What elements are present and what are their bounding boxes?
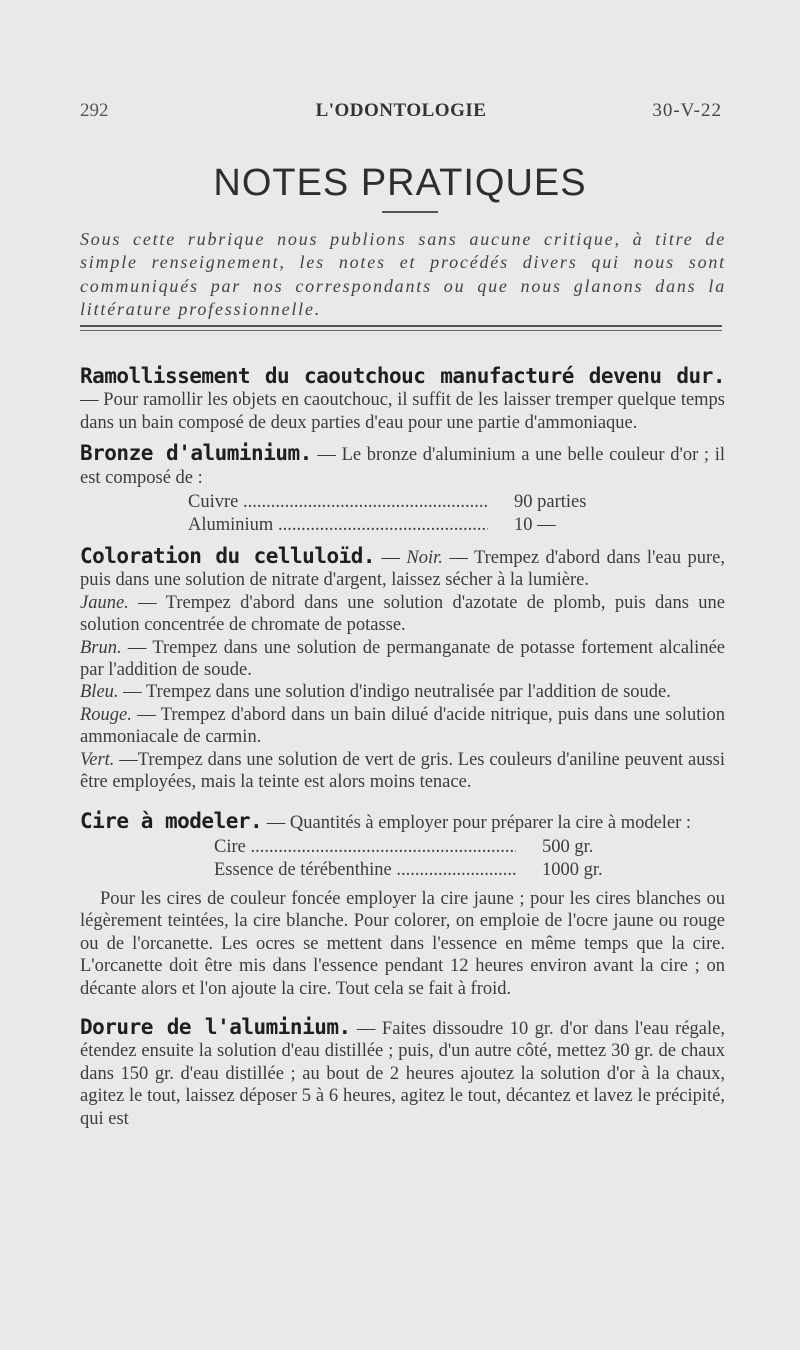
color-text: —Trempez dans une solution de vert de gris. Les couleurs d'aniline peuvent aussi être employées, mais la teinte est alors moins tenace. xyxy=(80,749,725,793)
recipe-row xyxy=(80,836,725,859)
section-heading: Coloration du celluloïd. xyxy=(80,544,376,569)
section-cire xyxy=(80,810,725,834)
color-text: — Trempez dans une solution de permanganate de potasse fortement alcalinée par l'addition de soude. xyxy=(80,637,725,681)
cire-paragraph: Pour les cires de couleur foncée employer la cire jaune ; pour les cires blanches ou légèrement teintées, la cire blanche. Pour colorer, on emploie de l'ocre jaune ou rouge ou de l'orcanette. Les ocres se mettent dans l'essence en même temps que la cire. L'orcanette doit être mis dans l'essence pendant 12 heures environ avant la cire ; on décante alors et l'on ajoute la cire. Tout cela se fait à froid. xyxy=(80,888,725,999)
ingredient-qty: 500 gr. xyxy=(542,836,594,857)
heading-dash: — xyxy=(80,390,104,411)
running-header xyxy=(80,100,722,128)
article-body xyxy=(80,365,725,1130)
heading-dash: — xyxy=(311,445,342,466)
section-bronze xyxy=(80,442,725,489)
page-title: NOTES PRATIQUES xyxy=(213,162,587,204)
section-text: Le bronze d'aluminium a une belle couleur d'or ; il est composé de : xyxy=(80,445,725,488)
section-coloration xyxy=(80,545,725,592)
color-text: — Trempez dans une solution d'indigo neutralisée par l'addition de soude. xyxy=(118,682,671,703)
heading-dash: — xyxy=(350,1018,382,1039)
section-ramollissement xyxy=(80,365,725,434)
heading-dash: — xyxy=(262,812,290,833)
color-text: — Trempez d'abord dans une solution d'azotate de plomb, puis dans une solution concentrée de chromate de potasse. xyxy=(80,592,725,636)
journal-title: L'ODONTOLOGIE xyxy=(315,100,487,121)
heading-dash: — xyxy=(375,548,407,569)
bronze-recipe xyxy=(80,491,725,537)
cire-recipe xyxy=(80,836,725,882)
color-label: Vert. xyxy=(80,749,115,770)
section-heading: Cire à modeler. xyxy=(80,808,263,833)
color-label: Noir. xyxy=(406,548,443,569)
double-rule-divider xyxy=(80,325,722,331)
recipe-row xyxy=(80,514,725,537)
ingredient-name: Cire ..... xyxy=(80,836,516,859)
recipe-row xyxy=(80,491,725,514)
color-item xyxy=(80,681,725,703)
section-text: Faites dissoudre 10 gr. d'or dans l'eau régale, étendez ensuite la solution d'eau distillée ; puis, d'un autre côté, mettez 30 gr. de chaux dans 150 gr. d'eau distillée ; au bout de 2 heures ajoutez la solution d'or à la chaux, agitez le tout, laissez déposer 5 à 6 heures, agitez le tout, décantez et lavez le précipité, qui est xyxy=(80,1018,725,1129)
section-text: Quantités à employer pour préparer la cire à modeler : xyxy=(289,812,692,833)
color-label: Bleu. xyxy=(80,682,119,703)
ingredient-qty: 90 parties xyxy=(514,492,587,513)
color-text: — Trempez d'abord dans l'eau pure, puis dans une solution de nitrate d'argent, laissez sécher à la lumière. xyxy=(80,548,725,591)
color-item xyxy=(80,592,725,637)
color-label: Brun. xyxy=(80,637,122,658)
intro-paragraph: Sous cette rubrique nous publions sans aucune critique, à titre de simple renseignement, les notes et procédés divers qui nous sont communiqués par nos correspondants ou que nous glanons dans la littérature professionnelle. xyxy=(80,229,726,319)
color-item xyxy=(80,704,725,749)
color-label: Jaune. xyxy=(80,592,129,613)
section-dorure xyxy=(80,1016,725,1130)
ingredient-name: Cuivre ..... xyxy=(80,491,488,514)
color-text: — Trempez d'abord dans un bain dilué d'acide nitrique, puis dans une solution ammoniacale de carmin. xyxy=(80,704,725,748)
section-text: Pour ramollir les objets en caoutchouc, il suffit de les laisser tremper quelque temps dans un bain composé de deux parties d'eau pour une partie d'ammoniaque. xyxy=(80,390,726,433)
title-rule xyxy=(382,211,438,213)
color-item xyxy=(80,749,725,794)
section-heading: Dorure de l'aluminium. xyxy=(80,1014,351,1039)
color-label: Rouge. xyxy=(80,704,132,725)
ingredient-name: Essence de térébenthine ..... xyxy=(80,859,516,882)
recipe-row xyxy=(80,859,725,882)
color-item xyxy=(80,637,725,682)
section-heading: Ramollissement du caoutchouc manufacturé devenu dur. xyxy=(80,364,725,388)
section-heading: Bronze d'aluminium. xyxy=(80,441,312,466)
ingredient-qty: 1000 gr. xyxy=(542,859,603,880)
ingredient-qty: 10 — xyxy=(514,515,556,536)
issue-date: 30-V-22 xyxy=(652,100,722,121)
page-number: 292 xyxy=(80,100,109,121)
ingredient-name: Aluminium ..... xyxy=(80,514,488,537)
